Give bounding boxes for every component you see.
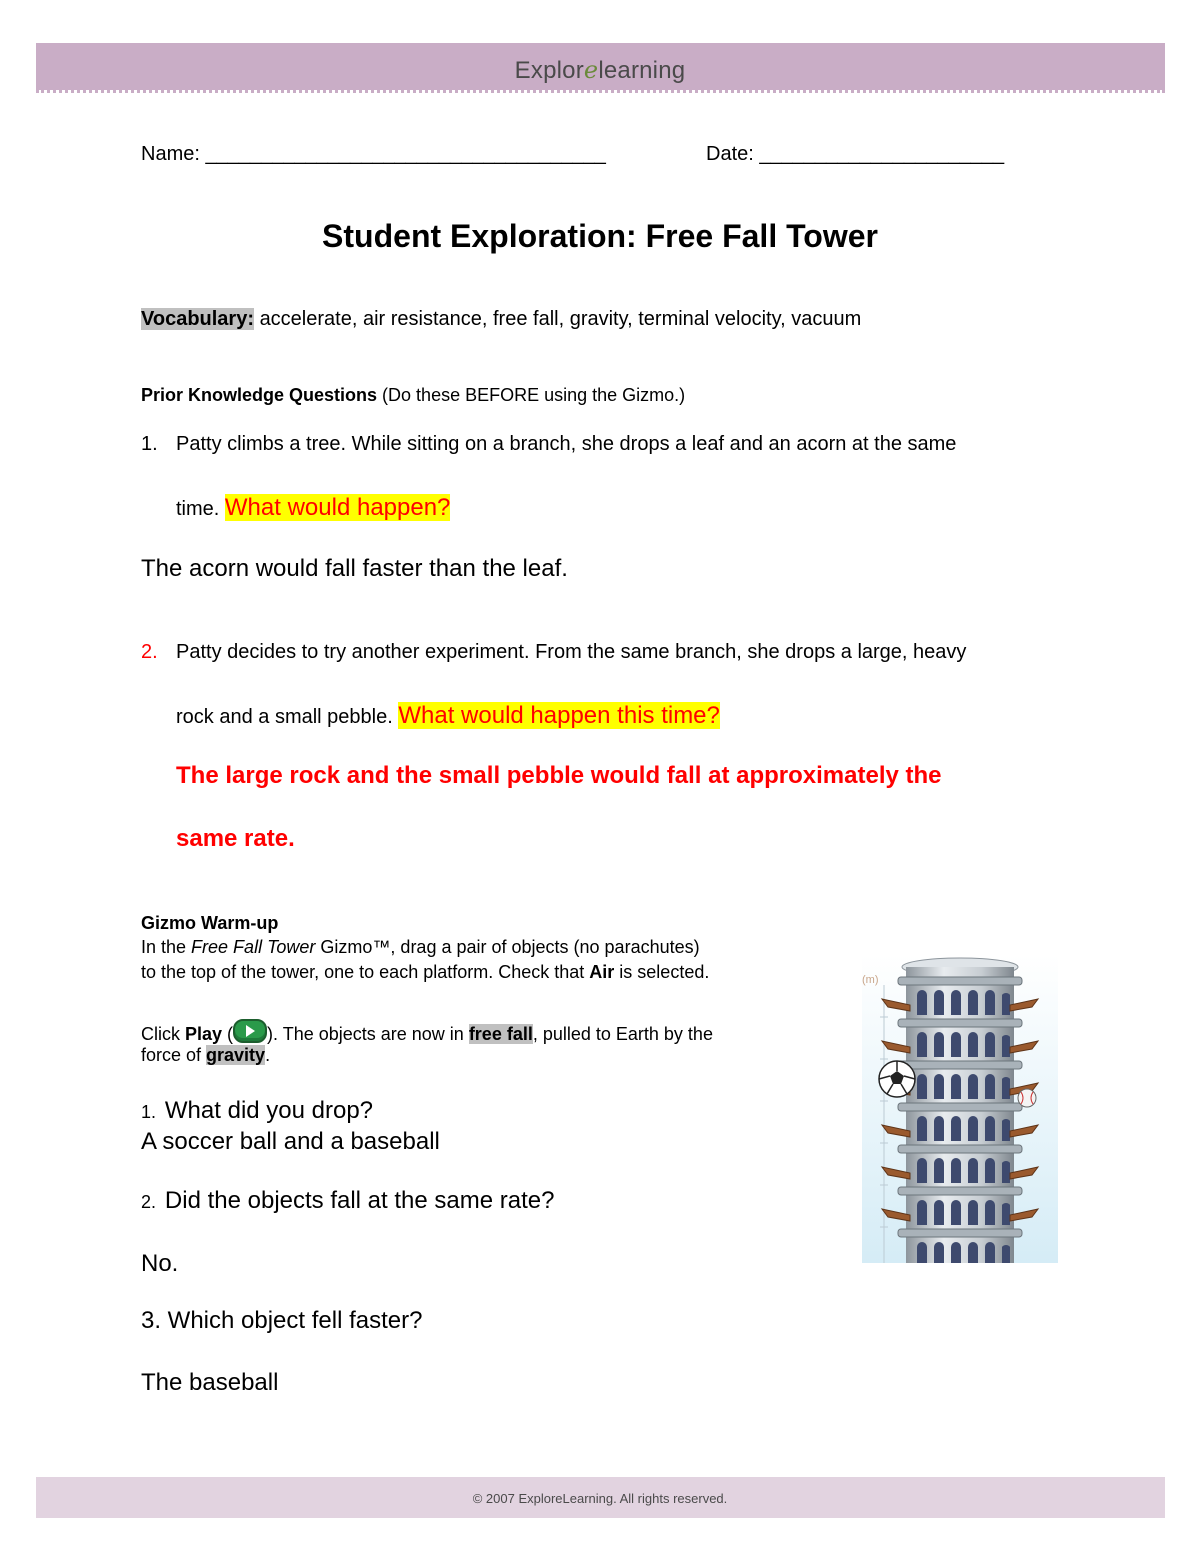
q1-text-line2: time. What would happen?: [176, 494, 451, 521]
gravity-term: gravity: [206, 1045, 266, 1065]
page-title: Student Exploration: Free Fall Tower: [322, 218, 878, 254]
date-blank: ______________________: [759, 143, 1005, 165]
q2-text-line1: Patty decides to try another experiment. From the same branch, she drops a large, heavy: [176, 641, 967, 663]
q2-number: 2.: [141, 641, 158, 663]
vocabulary-label: Vocabulary:: [141, 308, 254, 330]
warmup-q1-text: What did you drop?: [164, 1097, 374, 1124]
warmup-q2: 2. Did the objects fall at the same rate?: [141, 1187, 555, 1214]
prior-knowledge-title: Prior Knowledge Questions: [141, 385, 378, 405]
q2-text-line2: rock and a small pebble. What would happen this time?: [176, 702, 720, 729]
q2-answer-line2: same rate.: [176, 825, 295, 852]
q1-number: 1.: [141, 433, 158, 455]
warmup-p1-line2: to the top of the tower, one to each platform. Check that Air is selected.: [141, 962, 710, 982]
date-label: Date:: [706, 143, 754, 165]
prior-knowledge-note: (Do these BEFORE using the Gizmo.): [382, 385, 686, 405]
q1-prompt: What would happen?: [224, 494, 451, 521]
free-fall-tower-image: [862, 955, 1058, 1263]
vocabulary-terms: accelerate, air resistance, free fall, gravity, terminal velocity, vacuum: [259, 308, 862, 330]
warmup-q2-answer: No.: [141, 1250, 179, 1277]
name-blank: ____________________________________: [205, 143, 606, 165]
q1-answer: The acorn would fall faster than the leaf.: [141, 555, 568, 582]
warmup-p2-line1: Click Play ( ). The objects are now in free fall, pulled to Earth by the: [141, 1019, 713, 1045]
q2-answer-line1: The large rock and the small pebble would fall at approximately the: [176, 762, 942, 789]
baseball-icon: [1018, 1089, 1036, 1107]
q2-prompt: What would happen this time?: [398, 702, 720, 729]
soccer-ball-icon: [879, 1061, 915, 1097]
free-fall-term: free fall: [468, 1024, 533, 1044]
vocabulary-line: [141, 308, 861, 331]
prior-knowledge-heading: [141, 385, 685, 406]
warmup-q1: 1. What did you drop?: [141, 1097, 374, 1124]
footer-copyright: © 2007 ExploreLearning. All rights reserved.: [472, 1491, 728, 1506]
q1-text-line1: Patty climbs a tree. While sitting on a branch, she drops a leaf and an acorn at the same: [176, 433, 957, 455]
brand-logo: Explorelearning: [514, 56, 686, 84]
play-button-icon: [233, 1019, 267, 1043]
axis-unit-label: (m): [862, 974, 879, 986]
warmup-p2-line2: force of gravity.: [141, 1045, 271, 1065]
warmup-p1-line1: In the Free Fall Tower Gizmo™, drag a pair of objects (no parachutes): [141, 937, 700, 957]
name-field: [141, 143, 606, 166]
header-divider: [36, 90, 1165, 93]
warmup-q1-answer: A soccer ball and a baseball: [141, 1128, 440, 1155]
name-label: Name:: [141, 143, 200, 165]
date-field: [706, 143, 1004, 166]
warmup-heading: Gizmo Warm-up: [141, 913, 279, 933]
warmup-q2-text: Did the objects fall at the same rate?: [164, 1187, 555, 1214]
warmup-q3-text: 3. Which object fell faster?: [141, 1307, 423, 1334]
warmup-q3-answer: The baseball: [141, 1369, 279, 1396]
